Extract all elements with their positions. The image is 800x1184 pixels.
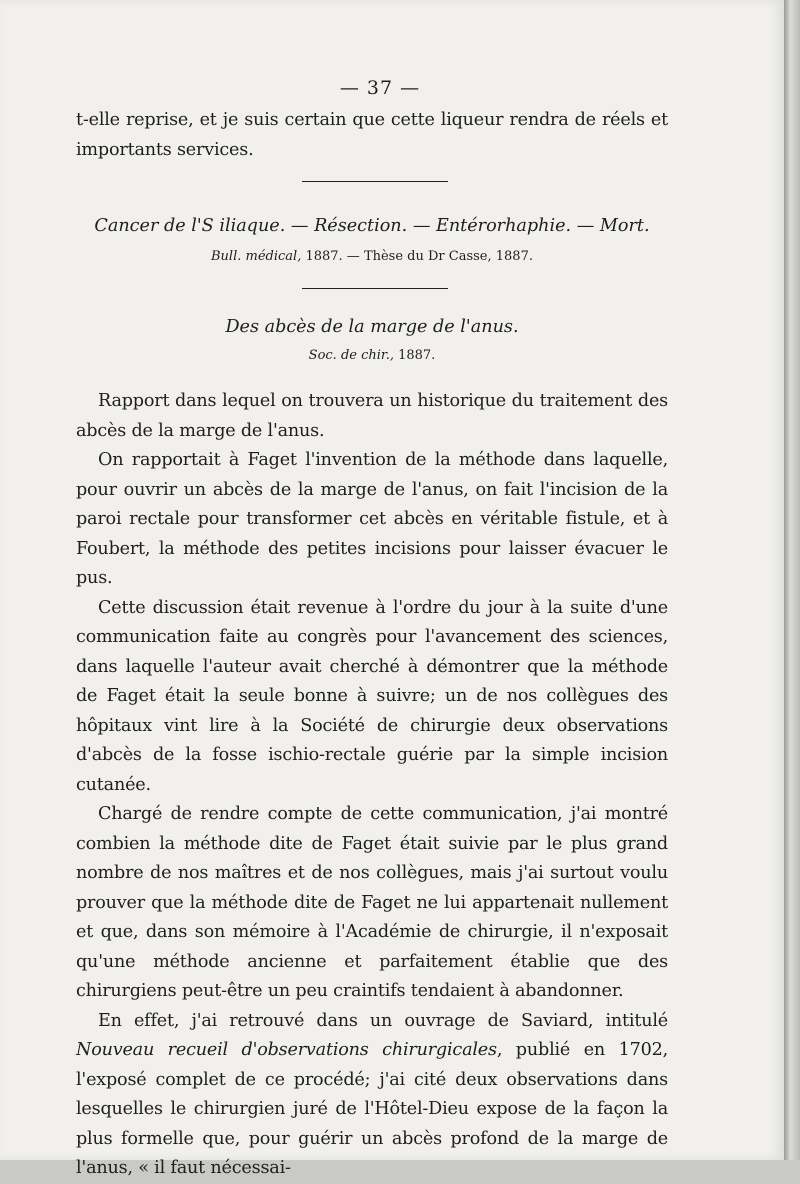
section-title-abces: Des abcès de la marge de l'anus. [225,317,519,337]
paragraph-text: En effet, j'ai retrouvé dans un ouvrage de Saviard, intitulé [98,1010,668,1031]
source-details: 1887. — Thèse du Dr Casse, 1887. [301,249,533,264]
body-paragraph: On rapportait à Faget l'invention de la méthode dans laquelle, pour ouvrir un abcès de la marge de l'anus, on fait l'incision de la paroi rectale pour transformer cet abcès en véritable fistule, et à Foubert, la méthode des petites incisions pour laisser évacuer le pus. [76,450,668,588]
spacer [76,365,668,387]
section-source-cancer [76,248,668,266]
page-content [76,70,668,1184]
source-journal: Bull. médical, [211,249,302,264]
section-source-abces [76,347,668,365]
section-divider [302,181,448,182]
source-journal: Soc. de chir., [308,348,394,363]
continuation-paragraph: t-elle reprise, et je suis certain que cette liqueur rendra de réels et importants services. [76,110,668,160]
body-paragraph: Chargé de rendre compte de cette communication, j'ai montré combien la méthode dite de Faget était suivie par le plus grand nombre de nos maîtres et de nos collègues, mais j'ai surtout voulu prouver que la méthode dite de Faget ne lui appartenait nullement et que, dans son mémoire à l'Académie de chirurgie, il n'exposait qu'une méthode ancienne et parfaitement établie que des chirurgiens peut-être un peu craintifs tendaient à abandonner. [76,804,668,1001]
body-paragraph: Rapport dans lequel on trouvera un historique du traitement des abcès de la marge de l'anus. [76,391,668,441]
page-number: — 37 — [339,77,421,99]
body-paragraph: Cette discussion était revenue à l'ordre du jour à la suite d'une communication faite au congrès pour l'avancement des sciences, dans laquelle l'auteur avait cherché à démontrer que la méthode de Faget était la seule bonne à suivre; un de nos collègues des hôpitaux vint lire à la Société de chirurgie deux observations d'abcès de la fosse ischio-rectale guérie par la simple incision cutanée. [76,597,668,795]
paragraph-text: , publié en 1702, l'exposé complet de ce procédé; j'ai cité deux observations dans lesquelles le chirurgien juré de l'Hôtel-Dieu expose de la façon la plus formelle que, pour guérir un abcès profond de la marge de l'anus, « il faut nécessai- [76,1040,668,1178]
source-details: 1887. [393,348,436,363]
section-divider [302,288,448,289]
body-paragraph [76,1007,668,1184]
page-edge [784,0,800,1160]
book-title: Nouveau recueil d'observations chirurgicales [76,1040,497,1060]
section-title-cancer: Cancer de l'S iliaque. — Résection. — Entérorhaphie. — Mort. [94,216,650,236]
